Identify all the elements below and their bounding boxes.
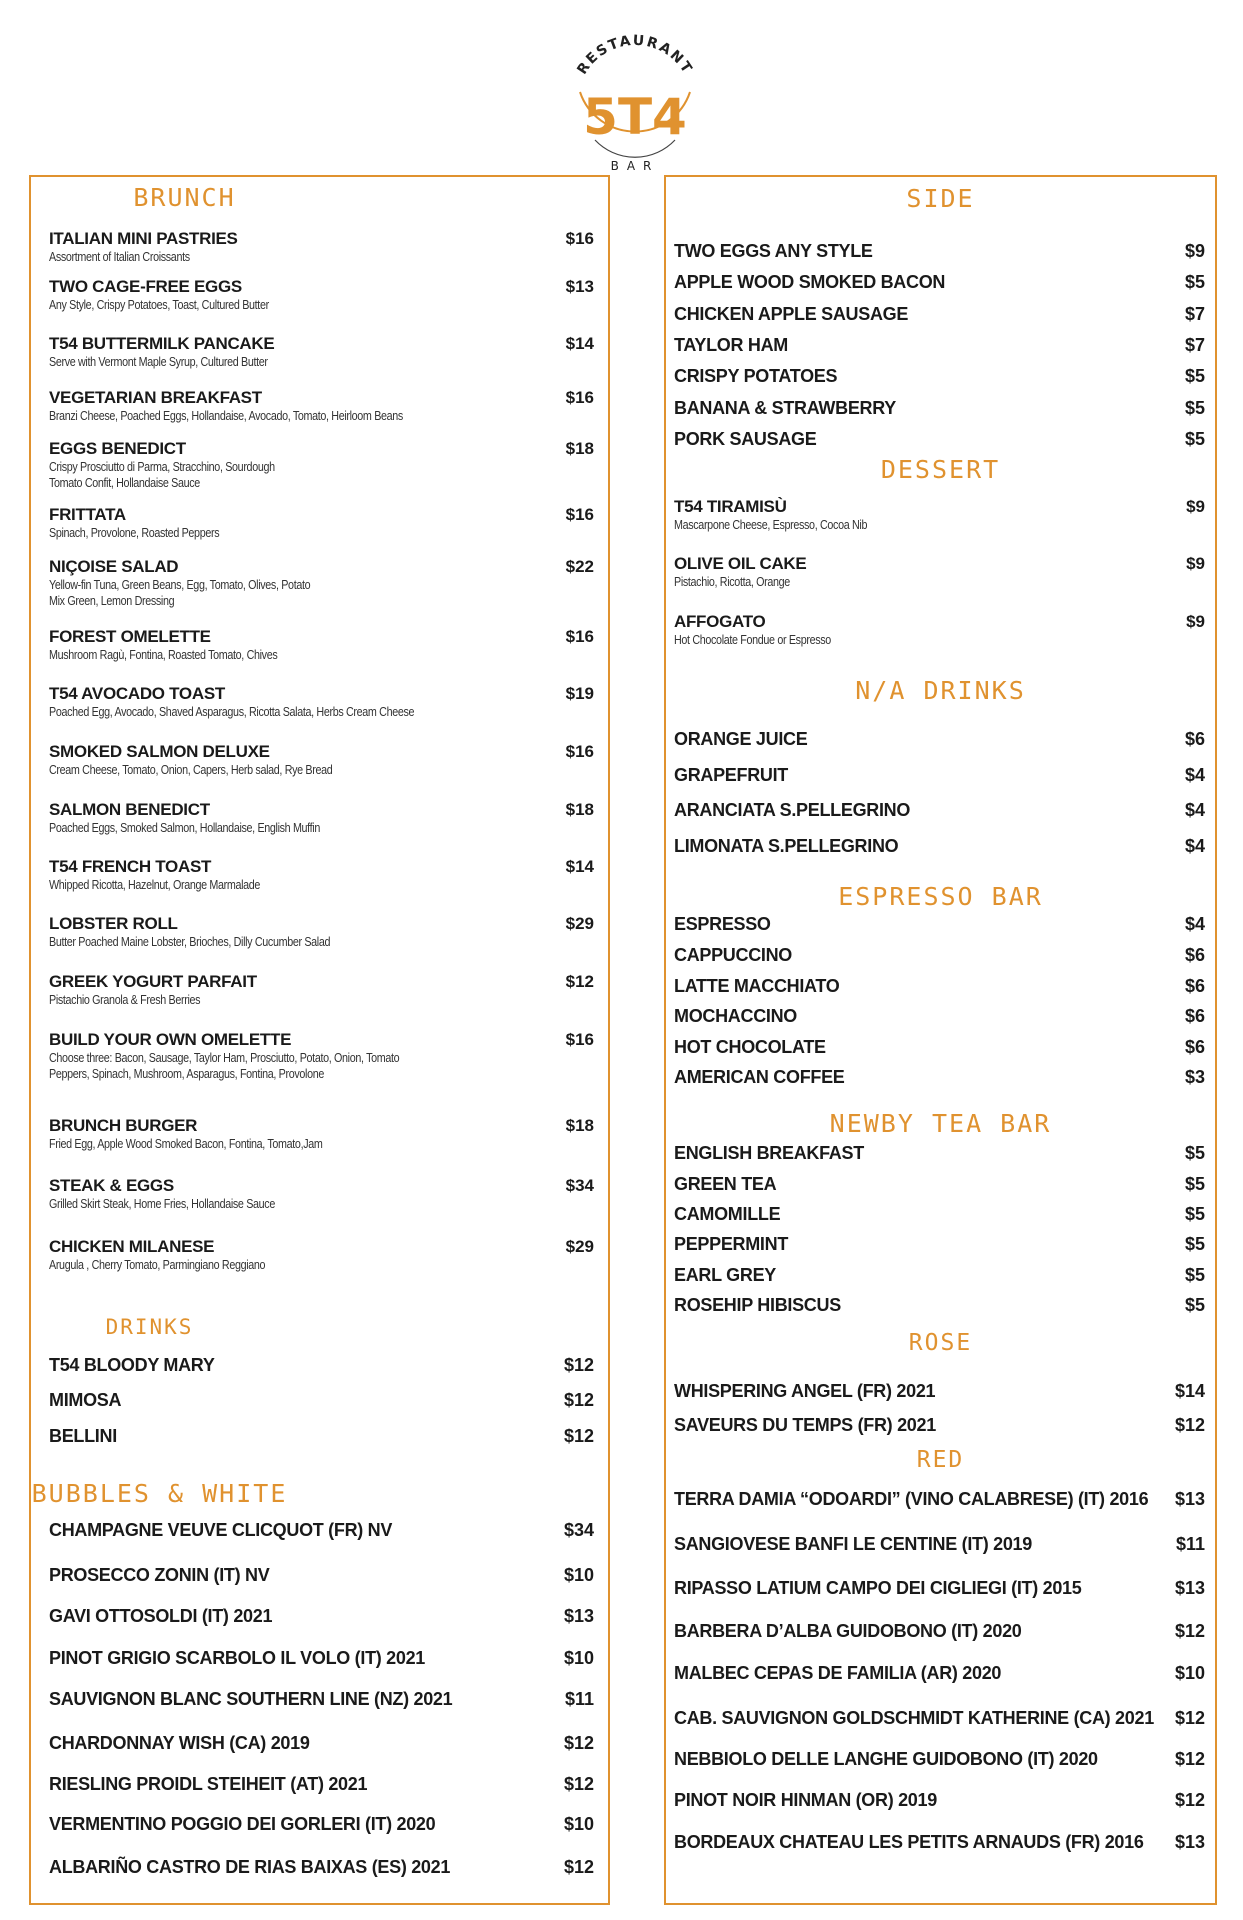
menu-item xyxy=(674,366,1205,387)
menu-item-price: $13 xyxy=(1174,1489,1205,1509)
menu-item xyxy=(674,497,1205,533)
menu-item xyxy=(49,627,594,663)
menu-item-name: PINOT GRIGIO SCARBOLO IL VOLO (IT) 2021 xyxy=(49,1648,426,1668)
espresso-title: ESPRESSO BAR xyxy=(838,882,1043,911)
menu-item-description: Poached Egg, Avocado, Shaved Asparagus, Ricotta Salata, Herbs Cream Cheese xyxy=(49,705,415,719)
menu-item-price: $10 xyxy=(563,1565,594,1585)
menu-item-price: $7 xyxy=(1184,304,1205,324)
menu-item-name: BELLINI xyxy=(49,1426,117,1446)
menu-item xyxy=(674,1037,1205,1058)
menu-item-price: $14 xyxy=(1174,1381,1205,1401)
menu-item-name: SMOKED SALMON DELUXE xyxy=(49,742,270,761)
menu-item-name: CHAMPAGNE VEUVE CLICQUOT (FR) NV xyxy=(49,1520,393,1540)
menu-item-price: $11 xyxy=(564,1689,594,1709)
menu-item-name: GREEN TEA xyxy=(674,1174,777,1194)
menu-item-name: FRITTATA xyxy=(49,505,126,524)
menu-item-price: $13 xyxy=(563,1606,594,1626)
menu-item-name: ENGLISH BREAKFAST xyxy=(674,1143,864,1163)
menu-item xyxy=(49,1237,594,1273)
menu-item-price: $4 xyxy=(1184,765,1205,785)
menu-item-price: $5 xyxy=(1184,398,1205,418)
menu-item xyxy=(674,1265,1205,1286)
menu-item xyxy=(49,439,594,492)
menu-item xyxy=(674,1663,1205,1684)
menu-item-name: VEGETARIAN BREAKFAST xyxy=(49,388,262,407)
menu-item xyxy=(49,1857,594,1878)
menu-item xyxy=(49,277,594,313)
menu-item xyxy=(49,1814,594,1835)
menu-item-name: RIPASSO LATIUM CAMPO DEI CIGLIEGI (IT) 2015 xyxy=(674,1578,1082,1598)
menu-item-name: CAPPUCCINO xyxy=(674,945,793,965)
menu-item-price: $6 xyxy=(1184,1006,1205,1026)
menu-item xyxy=(49,684,594,720)
menu-item xyxy=(674,304,1205,325)
menu-item xyxy=(49,1030,594,1083)
menu-item-price: $16 xyxy=(565,229,594,248)
menu-item-price: $10 xyxy=(563,1814,594,1834)
menu-item-price: $4 xyxy=(1184,836,1205,856)
menu-item-price: $6 xyxy=(1184,945,1205,965)
dessert-title: DESSERT xyxy=(880,455,1001,484)
menu-item-description: Assortment of Italian Croissants xyxy=(49,250,190,264)
menu-item-price: $12 xyxy=(565,972,594,991)
menu-item-name: EGGS BENEDICT xyxy=(49,439,186,458)
menu-item-price: $12 xyxy=(563,1733,594,1753)
menu-item-price: $13 xyxy=(565,277,594,296)
menu-item-description: Yellow-fin Tuna, Green Beans, Egg, Tomato, Olives, Potato xyxy=(49,578,311,592)
brunch-title: BRUNCH xyxy=(133,183,236,212)
menu-item xyxy=(674,1708,1205,1729)
menu-item xyxy=(674,1174,1205,1195)
menu-item xyxy=(49,1355,594,1376)
menu-item-description: Choose three: Bacon, Sausage, Taylor Ham, Prosciutto, Potato, Onion, Tomato xyxy=(49,1051,400,1065)
menu-item-price: $12 xyxy=(563,1774,594,1794)
menu-item-price: $11 xyxy=(1175,1534,1205,1554)
menu-item-name: TERRA DAMIA “ODOARDI” (VINO CALABRESE) (IT) 2016 xyxy=(674,1489,1149,1509)
menu-item xyxy=(674,1006,1205,1027)
menu-item xyxy=(674,1415,1205,1436)
menu-item-name: APPLE WOOD SMOKED BACON xyxy=(674,272,946,292)
menu-item xyxy=(49,1116,594,1152)
menu-item-name: FOREST OMELETTE xyxy=(49,627,211,646)
menu-item-price: $16 xyxy=(565,388,594,407)
menu-item-price: $14 xyxy=(565,857,594,876)
menu-item xyxy=(674,1295,1205,1316)
menu-item-price: $5 xyxy=(1184,1143,1205,1163)
menu-item-price: $10 xyxy=(1174,1663,1205,1683)
menu-item-description: Spinach, Provolone, Roasted Peppers xyxy=(49,526,220,540)
menu-item-name: SAVEURS DU TEMPS (FR) 2021 xyxy=(674,1415,936,1435)
menu-item-price: $6 xyxy=(1184,1037,1205,1057)
menu-item-name: AMERICAN COFFEE xyxy=(674,1067,845,1087)
menu-item xyxy=(674,945,1205,966)
menu-item-description: Grilled Skirt Steak, Home Fries, Hollandaise Sauce xyxy=(49,1197,275,1211)
menu-item-price: $6 xyxy=(1184,976,1205,996)
menu-item-name: T54 FRENCH TOAST xyxy=(49,857,212,876)
menu-item xyxy=(49,1390,594,1411)
menu-item xyxy=(49,229,594,265)
menu-item-name: ARANCIATA S.PELLEGRINO xyxy=(674,800,911,820)
menu-item-price: $9 xyxy=(1186,612,1205,631)
menu-item-name: PINOT NOIR HINMAN (OR) 2019 xyxy=(674,1790,937,1810)
menu-item-name: ALBARIÑO CASTRO DE RIAS BAIXAS (ES) 2021 xyxy=(49,1857,451,1877)
menu-item xyxy=(49,1520,594,1541)
menu-item-price: $9 xyxy=(1186,497,1205,516)
menu-item-description: Mascarpone Cheese, Espresso, Cocoa Nib xyxy=(674,518,868,532)
left-menu-panel xyxy=(29,175,610,1905)
menu-item xyxy=(674,1067,1205,1088)
menu-item-name: T54 BUTTERMILK PANCAKE xyxy=(49,334,275,353)
menu-item xyxy=(674,1621,1205,1642)
menu-item-description: Butter Poached Maine Lobster, Brioches, Dilly Cucumber Salad xyxy=(49,935,331,949)
svg-text:RESTAURANT xyxy=(574,33,695,78)
menu-item xyxy=(674,1578,1205,1599)
menu-item xyxy=(674,1204,1205,1225)
menu-item xyxy=(674,272,1205,293)
menu-item-description-line2: Mix Green, Lemon Dressing xyxy=(49,594,175,609)
menu-item-name: BUILD YOUR OWN OMELETTE xyxy=(49,1030,292,1049)
menu-item-name: TAYLOR HAM xyxy=(674,335,789,355)
menu-item-description: Pistachio Granola & Fresh Berries xyxy=(49,993,201,1007)
menu-item-price: $12 xyxy=(1174,1708,1205,1728)
menu-item-price: $18 xyxy=(565,800,594,819)
menu-item-name: CHICKEN MILANESE xyxy=(49,1237,215,1256)
menu-item-price: $19 xyxy=(565,684,594,703)
menu-item xyxy=(674,1790,1205,1811)
menu-item-name: STEAK & EGGS xyxy=(49,1176,174,1195)
menu-item-name: ORANGE JUICE xyxy=(674,729,808,749)
menu-item xyxy=(674,429,1205,450)
menu-item xyxy=(49,1176,594,1212)
menu-item-name: MOCHACCINO xyxy=(674,1006,797,1026)
menu-item-name: PEPPERMINT xyxy=(674,1234,789,1254)
menu-item-name: MALBEC CEPAS DE FAMILIA (AR) 2020 xyxy=(674,1663,1002,1683)
menu-item-price: $5 xyxy=(1184,1234,1205,1254)
menu-item-price: $16 xyxy=(565,1030,594,1049)
menu-item-name: ITALIAN MINI PASTRIES xyxy=(49,229,238,248)
menu-item-price: $4 xyxy=(1184,914,1205,934)
menu-item-price: $29 xyxy=(565,914,594,933)
menu-item-description: Arugula , Cherry Tomato, Parmingiano Reggiano xyxy=(49,1258,266,1272)
menu-item-description: Fried Egg, Apple Wood Smoked Bacon, Fontina, Tomato,Jam xyxy=(49,1137,323,1151)
menu-item xyxy=(674,398,1205,419)
menu-item-name: VERMENTINO POGGIO DEI GORLERI (IT) 2020 xyxy=(49,1814,436,1834)
menu-item xyxy=(674,1749,1205,1770)
menu-item-name: GAVI OTTOSOLDI (IT) 2021 xyxy=(49,1606,273,1626)
menu-item-name: WHISPERING ANGEL (FR) 2021 xyxy=(674,1381,936,1401)
menu-item-name: NIÇOISE SALAD xyxy=(49,557,179,576)
menu-item-price: $14 xyxy=(565,334,594,353)
menu-item xyxy=(49,388,594,424)
logo-bottom-text: BAR xyxy=(610,159,660,172)
menu-item-name: CAB. SAUVIGNON GOLDSCHMIDT KATHERINE (CA) 2021 xyxy=(674,1708,1154,1728)
menu-item xyxy=(49,1426,594,1447)
menu-item-price: $5 xyxy=(1184,366,1205,386)
menu-item xyxy=(49,557,594,610)
right-menu-panel xyxy=(664,175,1217,1905)
menu-item-price: $9 xyxy=(1184,241,1205,261)
menu-item-name: PORK SAUSAGE xyxy=(674,429,817,449)
menu-item-price: $13 xyxy=(1174,1832,1205,1852)
menu-item xyxy=(49,972,594,1008)
menu-item xyxy=(49,1689,594,1710)
menu-item xyxy=(674,765,1205,786)
rose-title: ROSE xyxy=(908,1330,973,1356)
logo-top-text: RESTAURANT xyxy=(574,32,696,78)
menu-item-name: ROSEHIP HIBISCUS xyxy=(674,1295,841,1315)
menu-item xyxy=(674,836,1205,857)
menu-item-name: T54 AVOCADO TOAST xyxy=(49,684,225,703)
menu-item-description: Serve with Vermont Maple Syrup, Cultured Butter xyxy=(49,355,268,369)
menu-item-name: RIESLING PROIDL STEIHEIT (AT) 2021 xyxy=(49,1774,368,1794)
menu-item-price: $18 xyxy=(565,439,594,458)
menu-item xyxy=(674,1381,1205,1402)
menu-item-description-line2: Peppers, Spinach, Mushroom, Asparagus, Fontina, Provolone xyxy=(49,1067,324,1082)
menu-item-price: $10 xyxy=(563,1648,594,1668)
menu-item xyxy=(49,1733,594,1754)
menu-item-description: Whipped Ricotta, Hazelnut, Orange Marmalade xyxy=(49,878,261,892)
menu-item-price: $13 xyxy=(1174,1578,1205,1598)
menu-item xyxy=(674,335,1205,356)
menu-item-price: $34 xyxy=(563,1520,594,1540)
menu-item-price: $7 xyxy=(1184,335,1205,355)
menu-item-description: Hot Chocolate Fondue or Espresso xyxy=(674,633,831,647)
menu-item-name: EARL GREY xyxy=(674,1265,776,1285)
menu-item-name: NEBBIOLO DELLE LANGHE GUIDOBONO (IT) 2020 xyxy=(674,1749,1098,1769)
menu-item xyxy=(49,505,594,541)
menu-item-description: Branzi Cheese, Poached Eggs, Hollandaise, Avocado, Tomato, Heirloom Beans xyxy=(49,409,403,423)
bubbles-title: BUBBLES & WHITE xyxy=(31,1479,288,1508)
drinks-title: DRINKS xyxy=(105,1315,194,1339)
menu-item-name: BARBERA D’ALBA GUIDOBONO (IT) 2020 xyxy=(674,1621,1022,1641)
menu-item-name: SAUVIGNON BLANC SOUTHERN LINE (NZ) 2021 xyxy=(49,1689,453,1709)
menu-item xyxy=(674,1234,1205,1255)
menu-item-price: $6 xyxy=(1184,729,1205,749)
menu-item-price: $12 xyxy=(563,1355,594,1375)
menu-item-price: $5 xyxy=(1184,1295,1205,1315)
menu-item-price: $12 xyxy=(563,1426,594,1446)
menu-item-name: T54 TIRAMISÙ xyxy=(674,497,787,516)
menu-item-description-line2: Tomato Confit, Hollandaise Sauce xyxy=(49,476,200,491)
menu-item-price: $29 xyxy=(565,1237,594,1256)
menu-item-name: PROSECCO ZONIN (IT) NV xyxy=(49,1565,270,1585)
menu-item-name: LATTE MACCHIATO xyxy=(674,976,840,996)
menu-item-price: $18 xyxy=(565,1116,594,1135)
menu-item xyxy=(674,914,1205,935)
menu-item xyxy=(674,976,1205,997)
menu-item-name: LIMONATA S.PELLEGRINO xyxy=(674,836,899,856)
menu-item-name: CRISPY POTATOES xyxy=(674,366,838,386)
menu-item-price: $12 xyxy=(563,1857,594,1877)
menu-item xyxy=(674,1489,1205,1510)
menu-item xyxy=(49,857,594,893)
menu-item-price: $12 xyxy=(1174,1790,1205,1810)
menu-item-price: $16 xyxy=(565,505,594,524)
menu-item-price: $9 xyxy=(1186,554,1205,573)
menu-item-description: Any Style, Crispy Potatoes, Toast, Cultured Butter xyxy=(49,298,269,312)
menu-item xyxy=(49,914,594,950)
menu-item-description: Poached Eggs, Smoked Salmon, Hollandaise, English Muffin xyxy=(49,821,320,835)
menu-item xyxy=(674,612,1205,648)
menu-item-price: $5 xyxy=(1184,429,1205,449)
menu-item-name: CHICKEN APPLE SAUSAGE xyxy=(674,304,909,324)
menu-item-name: GRAPEFRUIT xyxy=(674,765,789,785)
menu-item xyxy=(49,1565,594,1586)
tea-title: NEWBY TEA BAR xyxy=(829,1109,1052,1138)
menu-item-name: HOT CHOCOLATE xyxy=(674,1037,826,1057)
red-title: RED xyxy=(916,1447,965,1473)
menu-item-price: $12 xyxy=(1174,1415,1205,1435)
menu-item-name: SANGIOVESE BANFI LE CENTINE (IT) 2019 xyxy=(674,1534,1032,1554)
menu-item-name: OLIVE OIL CAKE xyxy=(674,554,807,573)
menu-item-price: $22 xyxy=(565,557,594,576)
na-drinks-title: N/A DRINKS xyxy=(855,676,1026,705)
menu-item-price: $12 xyxy=(1174,1621,1205,1641)
side-title: SIDE xyxy=(906,184,975,213)
menu-item-name: BRUNCH BURGER xyxy=(49,1116,198,1135)
menu-item xyxy=(674,729,1205,750)
menu-item xyxy=(49,1774,594,1795)
menu-item-name: AFFOGATO xyxy=(674,612,766,631)
menu-item-description: Crispy Prosciutto di Parma, Stracchino, Sourdough xyxy=(49,460,275,474)
restaurant-logo xyxy=(560,22,710,172)
menu-item-description: Cream Cheese, Tomato, Onion, Capers, Herb salad, Rye Bread xyxy=(49,763,333,777)
menu-item-price: $16 xyxy=(565,742,594,761)
menu-item xyxy=(674,1534,1205,1555)
menu-item-description: Pistachio, Ricotta, Orange xyxy=(674,575,790,589)
menu-item-name: LOBSTER ROLL xyxy=(49,914,178,933)
menu-item-name: CAMOMILLE xyxy=(674,1204,781,1224)
menu-item xyxy=(49,1648,594,1669)
menu-item xyxy=(674,1143,1205,1164)
menu-item xyxy=(674,241,1205,262)
menu-item-price: $4 xyxy=(1184,800,1205,820)
menu-item-price: $12 xyxy=(1174,1749,1205,1769)
menu-item xyxy=(674,1832,1205,1853)
menu-item xyxy=(49,800,594,836)
menu-item-name: T54 BLOODY MARY xyxy=(49,1355,215,1375)
menu-item-price: $5 xyxy=(1184,272,1205,292)
menu-item-price: $16 xyxy=(565,627,594,646)
menu-item-price: $5 xyxy=(1184,1174,1205,1194)
menu-item-name: ESPRESSO xyxy=(674,914,771,934)
menu-item-price: $5 xyxy=(1184,1265,1205,1285)
menu-item-price: $3 xyxy=(1184,1067,1205,1087)
menu-item xyxy=(49,1606,594,1627)
menu-item xyxy=(674,554,1205,590)
menu-item-description: Mushroom Ragù, Fontina, Roasted Tomato, Chives xyxy=(49,648,278,662)
menu-item-name: SALMON BENEDICT xyxy=(49,800,210,819)
menu-item-price: $34 xyxy=(565,1176,594,1195)
menu-item xyxy=(49,334,594,370)
logo-center-text: 5T4 xyxy=(583,88,687,146)
menu-item xyxy=(49,742,594,778)
menu-item-name: GREEK YOGURT PARFAIT xyxy=(49,972,257,991)
menu-item-name: BANANA & STRAWBERRY xyxy=(674,398,896,418)
menu-item-name: TWO CAGE-FREE EGGS xyxy=(49,277,242,296)
menu-item-name: BORDEAUX CHATEAU LES PETITS ARNAUDS (FR) 2016 xyxy=(674,1832,1144,1852)
menu-item-price: $12 xyxy=(563,1390,594,1410)
menu-item-name: TWO EGGS ANY STYLE xyxy=(674,241,873,261)
menu-item-name: CHARDONNAY WISH (CA) 2019 xyxy=(49,1733,310,1753)
menu-item-price: $5 xyxy=(1184,1204,1205,1224)
menu-item xyxy=(674,800,1205,821)
menu-item-name: MIMOSA xyxy=(49,1390,122,1410)
